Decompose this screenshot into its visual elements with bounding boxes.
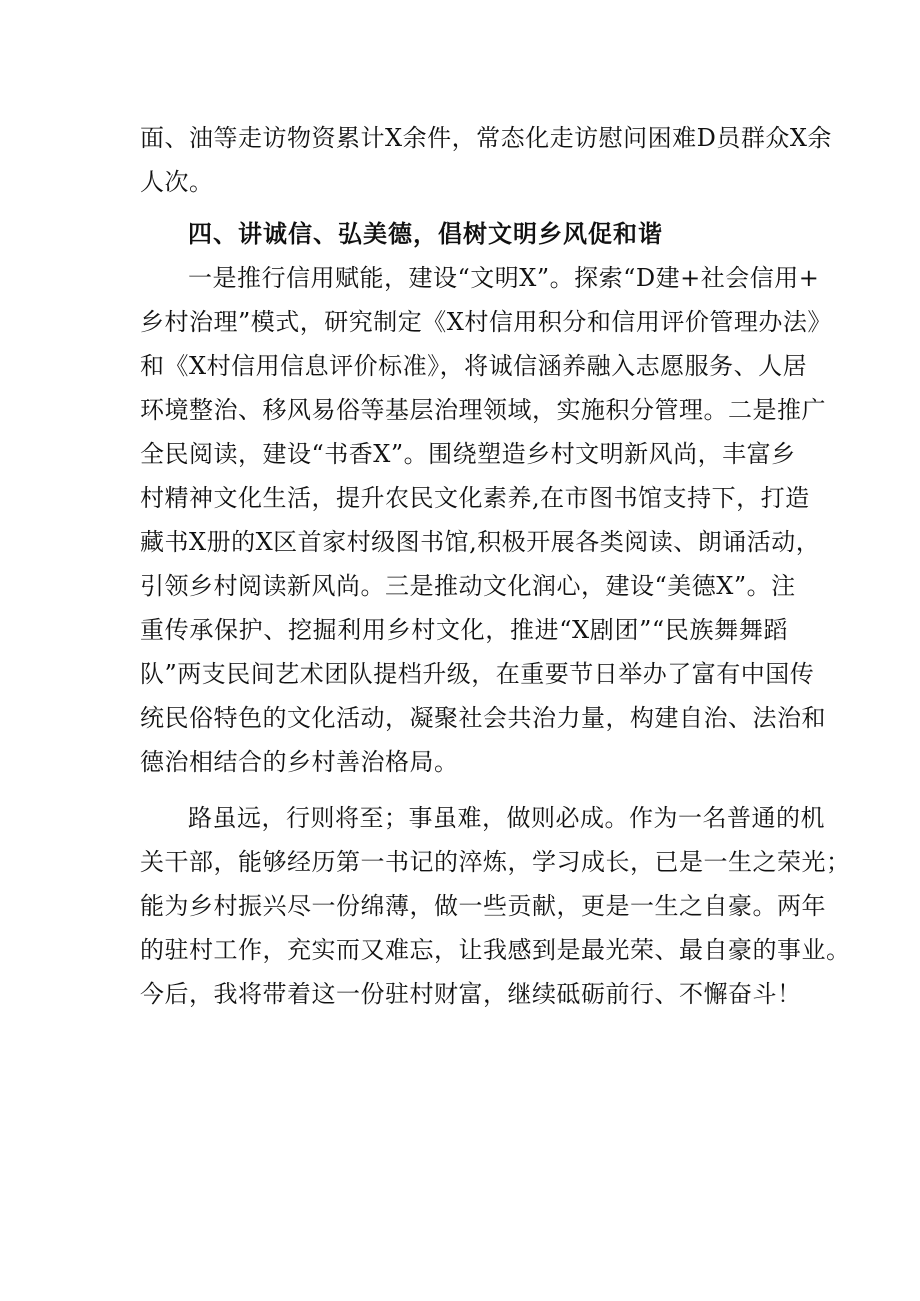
text-line: 今后，我将带着这一份驻村财富，继续砥砺前行、不懈奋斗！ [140,980,802,1008]
text-line: 引领乡村阅读新风尚。三是推动文化润心，建设“美德X”。注 [140,572,796,600]
text-line: 一是推行信用赋能，建设“文明X”。探索“D建+社会信用+ [188,264,820,292]
text-line: 乡村治理”模式，研究制定《X村信用积分和信用评价管理办法》 [140,308,832,336]
text-line: 全民阅读，建设“书香X”。围绕塑造乡村文明新风尚，丰富乡 [140,440,796,468]
text-line: 面、油等走访物资累计X余件，常态化走访慰问困难D员群众X余 [140,124,832,152]
closing-paragraph [140,796,851,1016]
text-line: 德治相结合的乡村善治格局。 [140,748,459,776]
section-paragraph [140,256,832,784]
text-line: 统民俗特色的文化活动，凝聚社会共治力量，构建自治、法治和 [140,704,826,732]
text-line: 村精神文化生活，提升农民文化素养,在市图书馆支持下，打造 [140,484,810,512]
document-body [140,116,851,1016]
intro-paragraph [140,116,832,204]
text-line: 能为乡村振兴尽一份绵薄，做一些贡献，更是一生之自豪。两年 [140,892,826,920]
text-line: 重传承保护、挖掘利用乡村文化，推进“X剧团”“民族舞舞蹈 [140,616,788,644]
text-line: 和《X村信用信息评价标准》，将诚信涵养融入志愿服务、人居 [140,352,808,380]
text-line: 藏书X册的X区首家村级图书馆,积极开展各类阅读、朗诵活动， [140,528,821,556]
text-line: 队”两支民间艺术团队提档升级，在重要节日举办了富有中国传 [140,660,815,688]
section-heading: 四、讲诚信、弘美德，倡树文明乡风促和谐 [188,220,663,248]
spacer [140,204,788,212]
text-line: 路虽远，行则将至；事虽难，做则必成。作为一名普通的机 [188,804,825,832]
spacer [140,784,788,796]
text-line: 人次。 [140,168,214,196]
text-line: 的驻村工作，充实而又难忘，让我感到是最光荣、最自豪的事业。 [140,936,851,964]
text-line: 环境整治、移风易俗等基层治理领域，实施积分管理。二是推广 [140,396,826,424]
text-line: 关干部，能够经历第一书记的淬炼，学习成长，已是一生之荣光； [140,848,851,876]
